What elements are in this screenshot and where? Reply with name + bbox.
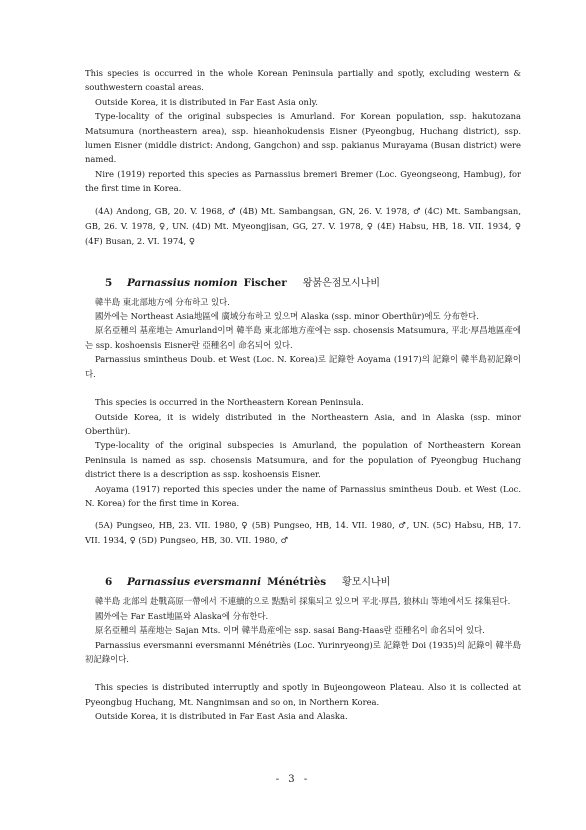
sec4-specimen-list: (4A) Andong, GB, 20. V. 1968, ♂ (4B) Mt. Sambangsan, GN, 26. V. 1978, ♂ (4C) Mt. Sambangsan, GB, 26. V. 1978, ♀, UN. (4D) Mt. Myeongjisan, GG, 27. V. 1978, ♀ (4E) Habsu, HB, 18. VII. 1934, ♀ (4F) Busan, 2. VI. 1974, ♀ [85, 205, 521, 246]
sec5-korean-para-4: Parnassius smintheus Doub. et West (Loc. N. Korea)로 記錄한 Aoyama (1917)의 記錄이 韓半島初記錄이다. [85, 354, 521, 379]
sec5-korean-para-1: 韓半島 東北部地方에 分布하고 있다. [95, 296, 230, 307]
section-6-number: 6 [105, 576, 113, 589]
section-6-species: Parnassius eversmanni [127, 576, 262, 589]
sec4-para-3: Type-locality of the original subspecies is Amurland. For Korean population, ssp. hakutozana Matsumura (northeastern area), ssp. hieanhokudensis Eisner (Pyeongbug, Huchang district), ssp. lumen Eisner (middle district: Andong, Gangchon) and ssp. pakianus Murayama (Busan district) were named. [85, 111, 521, 165]
sec6-english-para-1: This species is distributed interruptly and spotly in Bujeongoweon Plateau. Also it is collected at Pyeongbug Huchang, Mt. Nangnimsan and so on, in Northern Korea. [85, 682, 521, 707]
section-5-heading [105, 275, 521, 292]
sec4-para-1: This species is occurred in the whole Korean Peninsula partially and spotly, excluding western & southwestern coastal areas. [85, 68, 521, 93]
sec6-korean-para-4: Parnassius eversmanni eversmanni Ménétriès (Loc. Yurinryeong)로 記錄한 Doi (1935)의 記錄이 韓半島初記錄이다. [85, 639, 521, 664]
sec5-korean-para-2: 國外에는 Northeast Asia地區에 廣域分布하고 있으며 Alaska (ssp. minor Oberthür)에도 分布한다. [95, 311, 479, 322]
section-5-species: Parnassius nomion [127, 276, 238, 289]
page-content [85, 66, 521, 724]
sec6-korean-para-1: 韓半島 北部의 赴戰高原一帶에서 不連續的으로 點點히 採集되고 있으며 平北·厚昌, 狼林山 等地에서도 採集된다. [95, 596, 511, 607]
sec6-english-para-2: Outside Korea, it is distributed in Far East Asia and Alaska. [95, 711, 348, 722]
section-6-korean-name: 황모시나비 [342, 577, 391, 589]
page-number: - 3 - [275, 774, 311, 785]
section-6-heading [105, 574, 521, 591]
sec4-para-2: Outside Korea, it is distributed in Far East Asia only. [95, 96, 318, 107]
section-5-number: 5 [105, 276, 113, 289]
section-5-author: Fischer [243, 276, 287, 289]
section-5-korean-name: 왕붉은점모시나비 [302, 277, 381, 289]
sec5-specimen-list: (5A) Pungseo, HB, 23. VII. 1980, ♀ (5B) Pungseo, HB, 14. VII. 1980, ♂, UN. (5C) Habsu, HB, 17. VII. 1934, ♀ (5D) Pungseo, HB, 30. VII. 1980, ♂ [85, 520, 521, 546]
sec6-korean-para-3: 原名亞種의 基産地는 Sajan Mts. 이며 韓半島産에는 ssp. sasai Bang-Haas란 亞種名이 命名되어 있다. [95, 625, 485, 636]
sec4-para-4: Nire (1919) reported this species as Parnassius bremeri Bremer (Loc. Gyeongseong, Hambug), for the first time in Korea. [85, 168, 521, 194]
sec5-english-para-3: Type-locality of the original subspecies is Amurland, the population of Northeastern Korean Peninsula is named as ssp. chosensis Matsumura, and for the population of Pyeongbug Huchang district there is a description as ssp. koshoensis Eisner. [85, 440, 521, 480]
sec5-korean-para-3: 原名亞種의 基産地는 Amurland이며 韓半島 東北部地方産에는 ssp. chosensis Matsumura, 平北·厚昌地區産에는 ssp. koshoensis Eisner란 亞種名이 命名되어 있다. [85, 325, 521, 350]
sec5-english-para-4: Aoyama (1917) reported this species under the name of Parnassius smintheus Doub. et West (Loc. N. Korea) for the first time in Korea. [85, 483, 521, 508]
sec6-korean-para-2: 國外에는 Far East地區와 Alaska에 分布한다. [95, 610, 269, 621]
sec5-english-para-1: This species is occurred in the Northeastern Korean Peninsula. [95, 397, 364, 408]
section-6-author: Ménétriès [267, 576, 327, 589]
sec5-english-para-2: Outside Korea, it is widely distributed in the Northeastern Asia, and in Alaska (ssp. minor Oberthür). [85, 411, 521, 436]
